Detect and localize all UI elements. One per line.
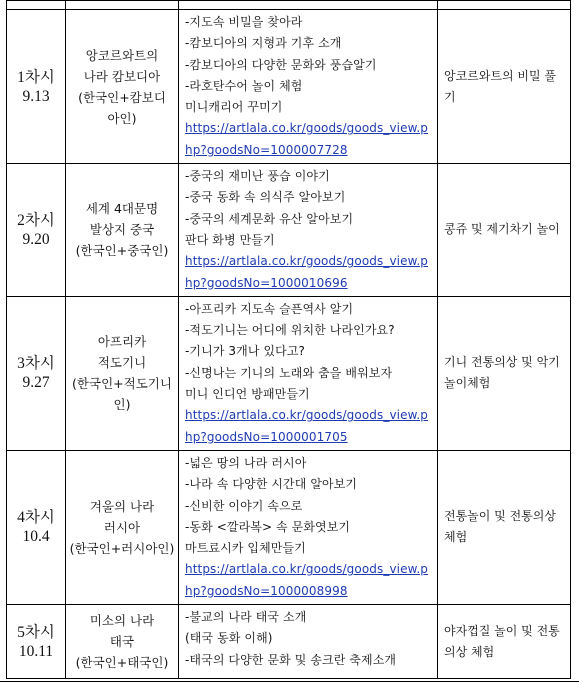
activities-cell (179, 450, 438, 604)
topic-line: 겨울의 나라 (89, 498, 155, 514)
activities-cell (179, 10, 438, 164)
topic-cell (66, 164, 179, 297)
topic-line: 미소의 나라 (89, 613, 155, 629)
topic-line: (한국인+태국인) (75, 655, 169, 671)
topic-line: 인) (113, 397, 131, 413)
session-cell (7, 164, 66, 297)
activity-line: 미니 인디언 방패만들기 (185, 387, 310, 402)
product-link[interactable]: https://artlala.co.kr/goods/goods_view.php?goodsNo=1000001705 (185, 408, 429, 444)
session-number: 4차시 (17, 509, 55, 527)
other-activity-cell: 전통놀이 및 전통의상 체험 (438, 450, 571, 604)
topic-cell (66, 10, 179, 164)
topic-line: 발상지 중국 (89, 222, 155, 238)
activity-line: -아프리카 지도속 슬픈역사 알기 (185, 301, 354, 316)
session-number: 5차시 (17, 623, 55, 641)
activity-line: -기니가 3개나 있다고? (185, 344, 305, 359)
activity-line: -캄보디아의 지형과 기후 소개 (185, 36, 342, 51)
other-activity-cell: 콩쥬 및 제기차기 놀이 (438, 164, 571, 297)
topic-line: 아인) (107, 110, 137, 126)
topic-line: 적도기니 (97, 355, 147, 371)
activity-line: 마트료시카 입체만들기 (185, 541, 306, 556)
session-number: 2차시 (17, 211, 55, 229)
session-number: 1차시 (17, 68, 55, 86)
activity-line: -중국의 재미난 풍습 이야기 (185, 169, 330, 184)
activity-line: -태국의 다양한 문화 및 송크란 축제소개 (185, 652, 397, 667)
activity-line: -넓은 땅의 나라 러시아 (185, 455, 307, 470)
activities-cell (179, 296, 438, 450)
table-row-top-edge (7, 1, 571, 10)
topic-line: (한국인+적도기니 (72, 376, 172, 392)
table-row (7, 164, 571, 297)
activity-line: -중국의 세계문화 유산 알아보기 (185, 211, 354, 226)
activity-line: -중국 동화 속 의식주 알아보기 (185, 190, 346, 205)
activity-line: -나라 속 다양한 시간대 알아보기 (185, 477, 358, 492)
session-date: 10.11 (18, 642, 54, 660)
topic-line: 러시아 (103, 519, 141, 535)
topic-line: (한국인+러시아인) (69, 540, 175, 556)
activity-line: -신비한 이야기 속으로 (185, 498, 303, 513)
topic-line: 나라 캄보디아 (83, 68, 161, 84)
page-bottom-rule (0, 681, 579, 682)
topic-line: 태국 (109, 634, 135, 650)
topic-cell (66, 450, 179, 604)
session-date: 9.27 (22, 374, 50, 392)
session-date: 9.20 (22, 230, 50, 248)
session-cell (7, 296, 66, 450)
product-link[interactable]: https://artlala.co.kr/goods/goods_view.php?goodsNo=1000007728 (185, 121, 429, 157)
topic-line: (한국인+캄보디 (78, 89, 166, 105)
activity-line: -신명나는 기니의 노래와 춤을 배워보자 (185, 365, 393, 380)
table-row (7, 10, 571, 164)
activity-line: -적도기니는 어디에 위치한 나라인가요? (185, 323, 395, 338)
table-row (7, 605, 571, 679)
activity-line: -불교의 나라 태국 소개 (185, 610, 307, 625)
other-activity-cell: 앙코르와트의 비밀 풀기 (438, 10, 571, 164)
activity-line: (태국 동화 이해) (185, 631, 273, 646)
topic-line: 아프리카 (97, 334, 147, 350)
activities-cell (179, 164, 438, 297)
topic-line: 세계 4대문명 (85, 201, 159, 217)
table-row (7, 296, 571, 450)
session-cell (7, 10, 66, 164)
activity-line: -캄보디아의 다양한 문화와 풍습알기 (185, 57, 377, 72)
session-date: 9.13 (22, 87, 50, 105)
activities-cell (179, 605, 438, 679)
topic-line: 앙코르와트의 (85, 47, 159, 63)
activity-line: -지도속 비밀을 찾아라 (185, 15, 303, 29)
topic-line: (한국인+중국인) (75, 243, 169, 259)
activity-line: -동화 <깔라복> 속 문화엿보기 (185, 519, 351, 534)
other-activity-cell: 야자껍질 놀이 및 전통의상 체험 (438, 605, 571, 679)
session-cell (7, 605, 66, 679)
topic-cell (66, 296, 179, 450)
session-number: 3차시 (17, 355, 55, 373)
product-link[interactable]: https://artlala.co.kr/goods/goods_view.php?goodsNo=1000010696 (185, 254, 429, 290)
session-date: 10.4 (22, 528, 50, 546)
topic-cell (66, 605, 179, 679)
activity-line: -라호탄수어 놀이 체험 (185, 78, 303, 93)
session-cell (7, 450, 66, 604)
schedule-table (6, 0, 571, 679)
activity-line: 미니캐리어 꾸미기 (185, 100, 283, 115)
product-link[interactable]: https://artlala.co.kr/goods/goods_view.php?goodsNo=1000008998 (185, 562, 429, 598)
activity-line: 판다 화병 만들기 (185, 232, 275, 247)
table-row (7, 450, 571, 604)
other-activity-cell: 기니 전통의상 및 악기 놀이체험 (438, 296, 571, 450)
